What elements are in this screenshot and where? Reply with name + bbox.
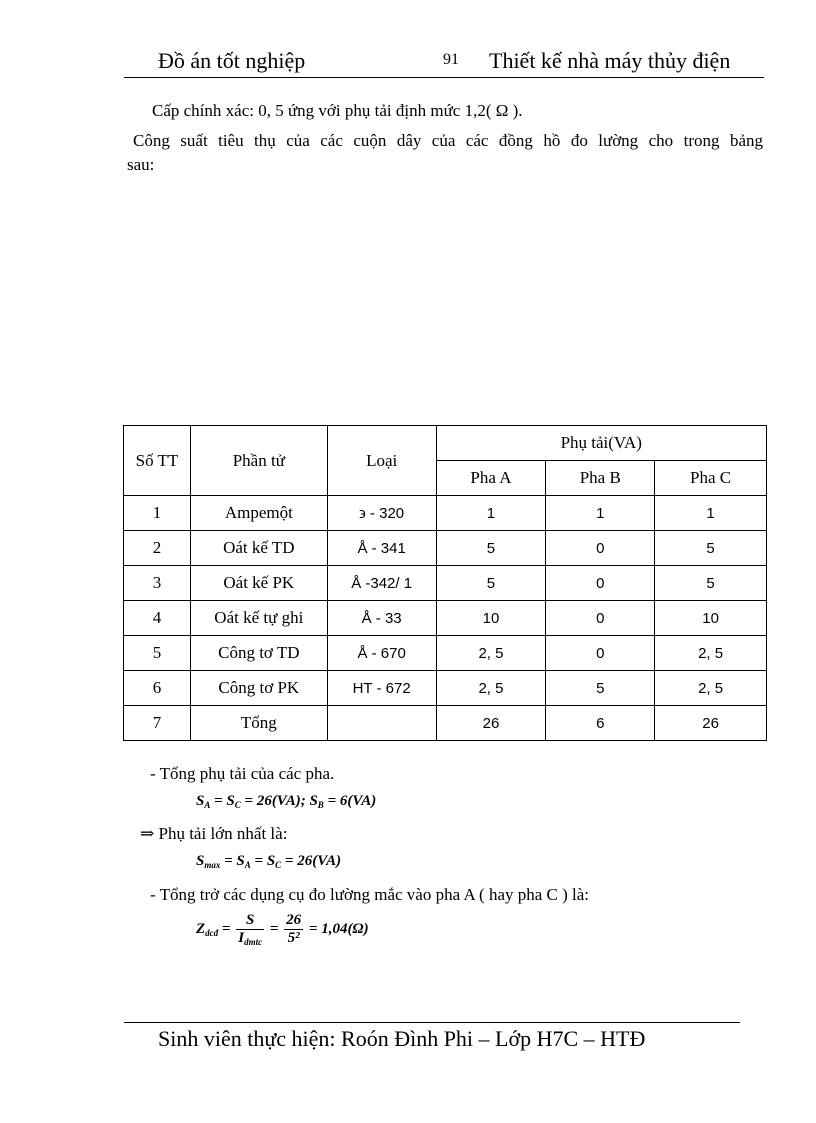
- footer-text: Sinh viên thực hiện: Roón Đình Phi – Lớp H7C – HTĐ: [158, 1026, 646, 1051]
- cell-element: Oát kế PK: [190, 566, 327, 601]
- cell-phase-a: 1: [436, 496, 546, 531]
- formula3-numerator2: 26: [286, 912, 302, 928]
- cell-type: [327, 706, 436, 741]
- formula1-sub-b: B: [317, 800, 324, 810]
- header-phase-a: Pha A: [436, 461, 546, 496]
- cell-element: Oát kế TD: [190, 531, 327, 566]
- cell-phase-c: 1: [655, 496, 767, 531]
- formula1-value2: = 6(VA): [323, 793, 377, 809]
- page-number: 91: [443, 51, 459, 68]
- footer-divider: [124, 1022, 740, 1023]
- formula1-value: = 26(VA); S: [240, 793, 318, 809]
- note-phase-total: - Tổng phụ tải của các pha.: [150, 764, 335, 783]
- load-table: [123, 425, 767, 741]
- cell-type: Å - 670: [327, 636, 436, 671]
- formula1-sub-c: C: [234, 800, 241, 810]
- cell-phase-a: 5: [436, 566, 546, 601]
- cell-element: Công tơ PK: [190, 671, 327, 706]
- formula3-denominator2: 5²: [287, 930, 300, 946]
- formula-impedance: $Z_{dcđ}$ = $\frac{S}{I_{dmtc}}$ = $\frac{26}{\text{5²}}$ = 1,04(Ω): [196, 912, 369, 947]
- cell-phase-c: 2, 5: [655, 636, 767, 671]
- header-type: Loại: [327, 426, 436, 496]
- formula3-result: = 1,04(Ω): [305, 920, 369, 937]
- header-load: Phụ tải(VA): [436, 426, 766, 461]
- cell-phase-b: 0: [546, 531, 655, 566]
- cell-phase-a: 2, 5: [436, 636, 546, 671]
- formula3-sub-z: dcđ: [205, 927, 219, 938]
- formula1-sub-a: A: [204, 800, 211, 810]
- cell-phase-a: 10: [436, 601, 546, 636]
- cell-stt: 6: [124, 671, 191, 706]
- cell-element: Oát kế tự ghi: [190, 601, 327, 636]
- cell-stt: 2: [124, 531, 191, 566]
- cell-phase-c: 26: [655, 706, 767, 741]
- formula3-fraction2: [284, 912, 303, 947]
- formula2-value: = 26(VA): [281, 853, 342, 869]
- cell-type: ϶ - 320: [327, 496, 436, 531]
- header-title-right: Thiết kế nhà máy thủy điện: [489, 48, 731, 73]
- cell-phase-a: 5: [436, 531, 546, 566]
- formula2-sub-c: C: [275, 860, 282, 870]
- cell-phase-c: 5: [655, 566, 767, 601]
- cell-phase-b: 6: [546, 706, 655, 741]
- table-row: [124, 566, 767, 601]
- cell-type: Å - 341: [327, 531, 436, 566]
- formula3-numerator: S: [236, 912, 264, 930]
- cell-phase-a: 2, 5: [436, 671, 546, 706]
- formula2-eq2: = S: [250, 853, 276, 869]
- consumption-paragraph-line2: sau:: [127, 155, 155, 174]
- cell-phase-b: 1: [546, 496, 655, 531]
- header-element: Phần tử: [190, 426, 327, 496]
- table-row-total: [124, 706, 767, 741]
- note-impedance: - Tổng trở các dụng cụ đo lường mắc vào pha A ( hay pha C ) là:: [150, 885, 590, 904]
- cell-stt: 7: [124, 706, 191, 741]
- cell-stt: 5: [124, 636, 191, 671]
- formula3-denominator: $I_{dmtc}$: [238, 930, 263, 947]
- cell-stt: 1: [124, 496, 191, 531]
- formula2-sub-max: max: [204, 860, 221, 870]
- cell-phase-b: 0: [546, 636, 655, 671]
- table-row: [124, 636, 767, 671]
- cell-phase-c: 10: [655, 601, 767, 636]
- cell-phase-b: 5: [546, 671, 655, 706]
- cell-phase-a: 26: [436, 706, 546, 741]
- cell-stt: 3: [124, 566, 191, 601]
- cell-phase-b: 0: [546, 601, 655, 636]
- accuracy-paragraph: Cấp chính xác: 0, 5 ứng với phụ tải định mức 1,2( Ω ).: [152, 101, 523, 120]
- formula-max-load: [196, 853, 341, 870]
- cell-phase-b: 0: [546, 566, 655, 601]
- cell-element: Tổng: [190, 706, 327, 741]
- formula2-sub-a: A: [244, 860, 251, 870]
- header-phase-c: Pha C: [655, 461, 767, 496]
- formula-phase-loads: [196, 793, 376, 810]
- formula2-term-s: S: [196, 853, 205, 869]
- table-row: [124, 671, 767, 706]
- header-phase-b: Pha B: [546, 461, 655, 496]
- cell-element: Ampemột: [190, 496, 327, 531]
- note-max-load: ⇒ Phụ tải lớn nhất là:: [140, 824, 288, 843]
- cell-element: Công tơ TD: [190, 636, 327, 671]
- cell-type: Å - 33: [327, 601, 436, 636]
- formula3-term-z: Z: [196, 920, 206, 937]
- cell-phase-c: 5: [655, 531, 767, 566]
- consumption-paragraph-line1: Công suất tiêu thụ của các cuộn dây của các đồng hồ đo lường cho trong bảng: [133, 131, 763, 150]
- table-row: [124, 531, 767, 566]
- cell-phase-c: 2, 5: [655, 671, 767, 706]
- header-stt: Số TT: [124, 426, 191, 496]
- cell-type: HT - 672: [327, 671, 436, 706]
- formula3-fraction1: [236, 912, 264, 947]
- cell-stt: 4: [124, 601, 191, 636]
- table-row: [124, 496, 767, 531]
- cell-type: Å -342/ 1: [327, 566, 436, 601]
- formula1-term-a: S: [196, 793, 205, 809]
- formula2-eq: = S: [220, 853, 245, 869]
- header-title-left: Đồ án tốt nghiệp: [158, 48, 306, 73]
- header-divider: [124, 77, 764, 78]
- formula1-eq: = S: [210, 793, 235, 809]
- table-row: [124, 601, 767, 636]
